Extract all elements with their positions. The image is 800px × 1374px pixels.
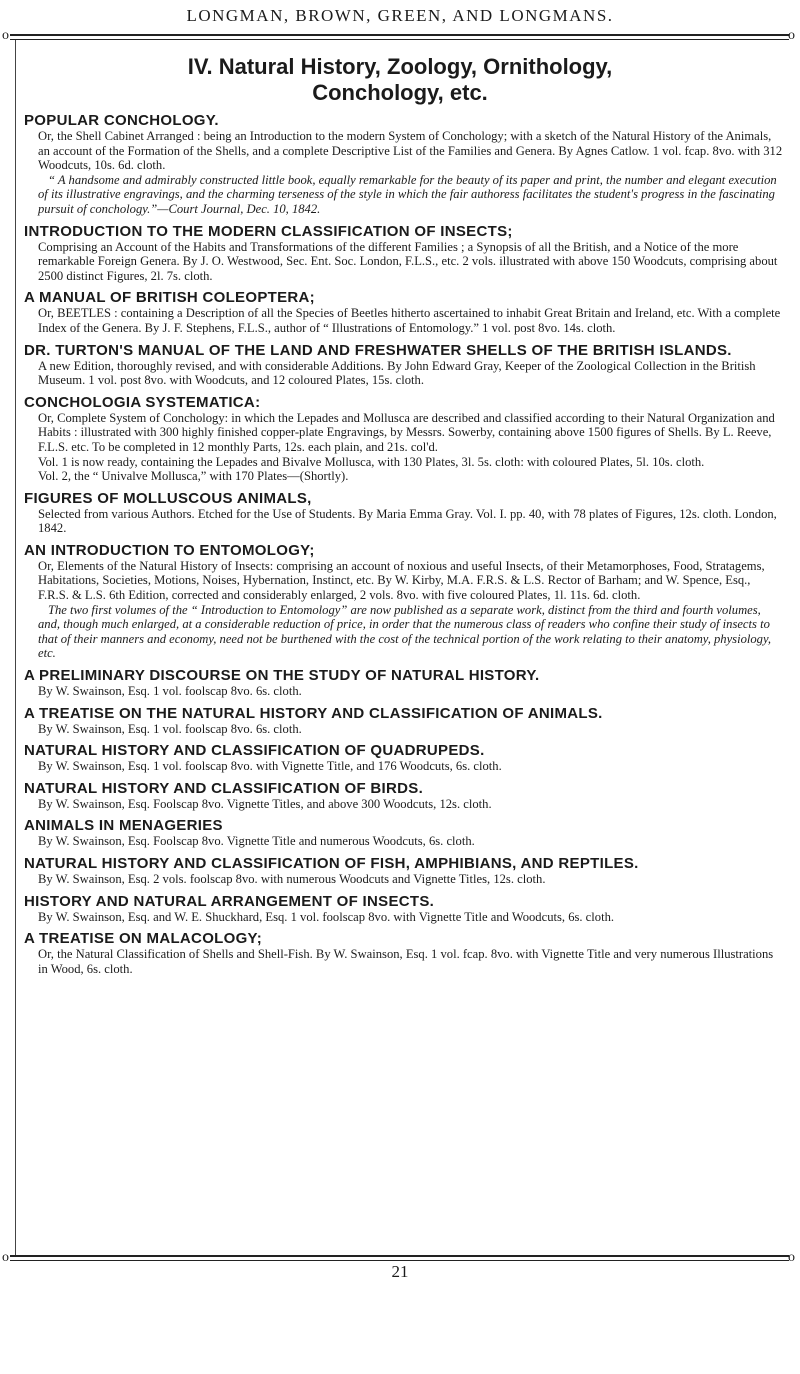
corner-ornament-icon: o xyxy=(788,1250,795,1265)
top-rule xyxy=(10,34,789,36)
catalogue-entry xyxy=(24,223,784,284)
catalogue-entry xyxy=(24,930,784,976)
catalogue-entry xyxy=(24,780,784,812)
entry-body: By W. Swainson, Esq. 2 vols. foolscap 8vo. with numerous Woodcuts and Vignette Titles, 12s. cloth. xyxy=(38,872,546,886)
side-rule xyxy=(15,40,16,1255)
catalogue-entry xyxy=(24,490,784,536)
entry-title: NATURAL HISTORY AND CLASSIFICATION OF FISH, AMPHIBIANS, AND REPTILES. xyxy=(24,855,639,872)
entry-body: By W. Swainson, Esq. Foolscap 8vo. Vignette Title and numerous Woodcuts, 6s. cloth. xyxy=(38,834,475,849)
entry-body: By W. Swainson, Esq. 1 vol. foolscap 8vo. 6s. cloth. xyxy=(38,684,302,699)
entry-body: Or, Complete System of Conchology: in which the Lepades and Mollusca are described and classified according to their Natural Organization and Habits : illustrated with 300 highly finished copper-plate Engravings, by Messrs. Sowerby, containing above 1500 figures of Shells. By L. Reeve, F.L.S. etc. To be completed in 12 monthly Parts, 12s. each plain, and 21s. col'd. xyxy=(38,410,775,454)
catalogue-entry xyxy=(24,667,784,699)
corner-ornament-icon: o xyxy=(788,28,795,43)
catalogue-entry xyxy=(24,542,784,661)
bottom-rule-thin xyxy=(10,1260,789,1261)
entry-title: DR. TURTON'S MANUAL OF THE LAND AND FRESHWATER SHELLS OF THE BRITISH ISLANDS. xyxy=(24,341,732,359)
catalogue-entry xyxy=(24,112,784,217)
entry-body: Selected from various Authors. Etched for the Use of Students. By Maria Emma Gray. Vol. I. pp. 40, with 78 plates of Figures, 12s. cloth. London, 1842. xyxy=(38,506,777,536)
entry-body: By W. Swainson, Esq. 1 vol. foolscap 8vo. with Vignette Title, and 176 Woodcuts, 6s. cloth. xyxy=(38,759,502,774)
entry-title: AN INTRODUCTION TO ENTOMOLOGY; xyxy=(24,541,315,559)
entry-title: INTRODUCTION TO THE MODERN CLASSIFICATION OF INSECTS; xyxy=(24,222,513,240)
page-number: 21 xyxy=(391,1262,409,1281)
entry-body: By W. Swainson, Esq. 1 vol. foolscap 8vo. 6s. cloth. xyxy=(38,721,302,736)
entry-title: NATURAL HISTORY AND CLASSIFICATION OF BIRDS. xyxy=(24,779,424,797)
entry-body: By W. Swainson, Esq. and W. E. Shuckhard, Esq. 1 vol. foolscap 8vo. with Vignette Title and Woodcuts, 6s. cloth. xyxy=(38,909,615,924)
catalogue-entry xyxy=(24,394,784,484)
catalogue-entry xyxy=(24,817,784,849)
entry-body: Or, the Shell Cabinet Arranged : being an Introduction to the modern System of Conchology; with a sketch of the Natural History of the Animals, an account of the Formation of the Shells, and a complete Descriptive List of the Families and Genera. By Agnes Catlow. 1 vol. fcap. 8vo. with 312 Woodcuts, 10s. 6d. cloth. xyxy=(38,129,783,173)
entry-title: FIGURES OF MOLLUSCOUS ANIMALS, xyxy=(24,489,312,507)
entry-title: A TREATISE ON THE NATURAL HISTORY AND CLASSIFICATION OF ANIMALS. xyxy=(24,704,603,722)
catalogue-entry xyxy=(24,705,784,737)
entry-title: A TREATISE ON MALACOLOGY; xyxy=(24,930,263,948)
corner-ornament-icon: o xyxy=(2,28,9,43)
catalogue-entry xyxy=(24,893,784,925)
entry-body: By W. Swainson, Esq. Foolscap 8vo. Vignette Titles, and above 300 Woodcuts, 12s. cloth. xyxy=(38,796,492,811)
entry-note: Vol. 2, the “ Univalve Mollusca,” with 170 Plates—(Shortly). xyxy=(38,469,349,484)
entry-note: Vol. 1 is now ready, containing the Lepades and Bivalve Mollusca, with 130 Plates, 3l. 5s. cloth: with coloured Plates, 5l. 10s. cloth. xyxy=(38,454,705,469)
entry-title: A MANUAL OF BRITISH COLEOPTERA; xyxy=(24,289,315,307)
corner-ornament-icon: o xyxy=(2,1250,9,1265)
entry-title: POPULAR CONCHOLOGY. xyxy=(24,112,219,129)
entry-body: Or, the Natural Classification of Shells and Shell-Fish. By W. Swainson, Esq. 1 vol. fcap. 8vo. with Vignette Title and very numerous Illustrations in Wood, 6s. cloth. xyxy=(38,947,774,976)
entry-body: Or, Elements of the Natural History of Insects: comprising an account of noxious and useful Insects, of their Metamorphoses, Food, Stratagems, Habitations, Societies, Motions, Noises, Hybernation, Instinct, etc. By W. Kirby, M.A. F.R.S. & L.S. Rector of Barham; and W. Spence, Esq., F.R.S. & L.S. 6th Edition, corrected and considerably enlarged, 2 vols. 8vo. with five coloured Plates, 1l. 11s. 6d. cloth. xyxy=(38,558,765,603)
entry-title: ANIMALS IN MENAGERIES xyxy=(24,817,223,835)
catalogue-entry xyxy=(24,855,784,887)
catalogue-entry xyxy=(24,342,784,388)
section-title-line1: IV. Natural History, Zoology, Ornithology, xyxy=(187,54,613,79)
entry-title: NATURAL HISTORY AND CLASSIFICATION OF QUADRUPEDS. xyxy=(24,742,485,760)
catalogue-entry xyxy=(24,742,784,774)
section-title xyxy=(0,54,800,106)
entry-title: CONCHOLOGIA SYSTEMATICA: xyxy=(24,393,261,411)
catalogue-entry xyxy=(24,289,784,335)
entry-review: “ A handsome and admirably constructed little book, equally remarkable for the beauty of its paper and print, the number and elegant execution of its illustrative engravings, and the charming terseness of the style in which the fair authoress facilitates the student's progress in the fascinating pursuit of conchology.”—Court Journal, Dec. 10, 1842. xyxy=(38,172,777,216)
catalogue-list xyxy=(24,112,784,982)
section-title-line2: Conchology, etc. xyxy=(312,80,488,105)
entry-title: A PRELIMINARY DISCOURSE ON THE STUDY OF NATURAL HISTORY. xyxy=(24,667,540,685)
entry-body: A new Edition, thoroughly revised, and with considerable Additions. By John Edward Gray, Keeper of the Zoological Collection in the British Museum. 1 vol. post 8vo. with Woodcuts, and 12 coloured Plates, 15s. cloth. xyxy=(38,358,756,388)
bottom-rule xyxy=(10,1255,789,1257)
entry-review: The two first volumes of the “ Introduction to Entomology” are now published as a separate work, distinct from the third and fourth volumes, and, though much enlarged, at a considerable reduction of price, in order that the numerous class of readers who confine their study of insects to that of their manners and economy, need not be burthened with the cost of the technical portion of the work relating to their anatomy, physiology, etc. xyxy=(38,602,772,661)
entry-body: Comprising an Account of the Habits and Transformations of the different Families ; a Synopsis of all the British, and a Notice of the more remarkable Foreign Genera. By J. O. Westwood, Sec. Ent. Soc. London, F.L.S., etc. 2 vols. illustrated with above 150 Woodcuts, comprising about 2500 distinct Figures, 2l. 7s. cloth. xyxy=(38,239,778,283)
entry-body: Or, BEETLES : containing a Description of all the Species of Beetles hitherto ascertained to inhabit Great Britain and Ireland, etc. With a complete Index of the Genera. By J. F. Stephens, F.L.S., author of “ Illustrations of Entomology.” 1 vol. post 8vo. 14s. cloth. xyxy=(38,306,781,335)
running-head: LONGMAN, BROWN, GREEN, AND LONGMANS. xyxy=(186,6,614,25)
top-rule-thin xyxy=(10,39,789,40)
entry-title: HISTORY AND NATURAL ARRANGEMENT OF INSECTS. xyxy=(24,892,435,910)
